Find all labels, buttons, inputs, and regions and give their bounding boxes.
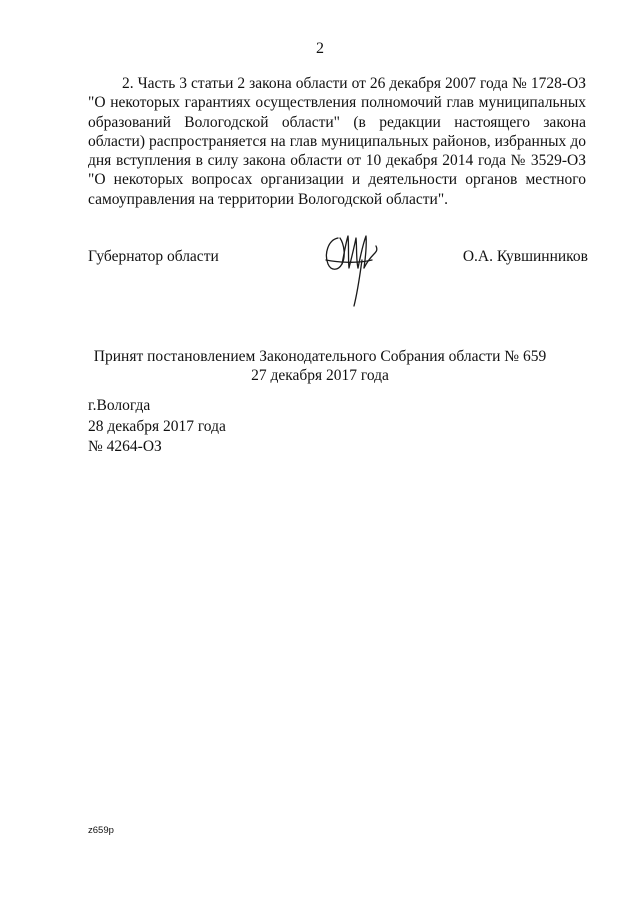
- city: г.Вологда: [88, 397, 151, 414]
- adoption-line-2: 27 декабря 2017 года: [251, 367, 389, 385]
- governor-title: Губернатор области: [88, 248, 219, 265]
- handwritten-signature: [316, 224, 386, 314]
- place-date-block: [88, 396, 226, 458]
- law-body-text: [88, 74, 586, 209]
- law-number: № 4264-ОЗ: [88, 438, 162, 455]
- governor-name: О.А. Кувшинников: [462, 248, 588, 265]
- adoption-note: [0, 347, 640, 386]
- page-number: 2: [316, 40, 324, 57]
- adoption-line-1: Принят постановлением Законодательного Собрания области № 659: [93, 348, 547, 365]
- signing-date: 28 декабря 2017 года: [88, 417, 226, 435]
- footer-code: z659p: [88, 825, 114, 836]
- law-paragraph-2: 2. Часть 3 статьи 2 закона области от 26 декабря 2007 года № 1728-ОЗ "О некоторых гарантиях осуществления полномочий глав муниципальных образований Вологодской области" (в редакции настоящего закона области) распространяется на глав муниципальных районов, избранных до дня вступления в силу закона области от 10 декабря 2014 года № 3529-ОЗ "О некоторых вопросах организации и деятельности органов местного самоуправления на территории Вологодской области".: [88, 75, 586, 208]
